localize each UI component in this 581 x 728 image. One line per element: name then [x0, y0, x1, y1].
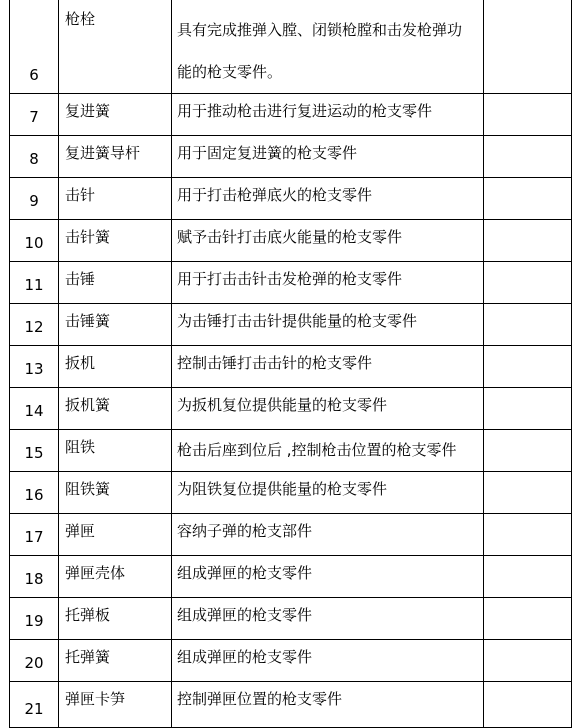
- part-description: 为阻铁复位提供能量的枪支零件: [172, 472, 484, 514]
- table-row: [10, 472, 572, 514]
- empty-cell: [484, 346, 572, 388]
- table-row: [10, 136, 572, 178]
- part-name: 弹匣: [59, 514, 172, 556]
- part-name: 扳机簧: [59, 388, 172, 430]
- part-description: 组成弹匣的枪支零件: [172, 556, 484, 598]
- row-number: 9: [10, 178, 59, 220]
- empty-cell: [484, 556, 572, 598]
- part-name: 托弹板: [59, 598, 172, 640]
- parts-table: [9, 0, 572, 728]
- part-name: 击针簧: [59, 220, 172, 262]
- empty-cell: [484, 94, 572, 136]
- part-description: 组成弹匣的枪支零件: [172, 598, 484, 640]
- empty-cell: [484, 598, 572, 640]
- part-description: 为击锤打击击针提供能量的枪支零件: [172, 304, 484, 346]
- empty-cell: [484, 0, 572, 94]
- part-description: 控制击锤打击击针的枪支零件: [172, 346, 484, 388]
- part-description: 用于固定复进簧的枪支零件: [172, 136, 484, 178]
- empty-cell: [484, 178, 572, 220]
- part-name: 弹匣卡笋: [59, 682, 172, 728]
- row-number: 11: [10, 262, 59, 304]
- empty-cell: [484, 262, 572, 304]
- table-row: [10, 430, 572, 472]
- part-name: 击锤簧: [59, 304, 172, 346]
- empty-cell: [484, 640, 572, 682]
- empty-cell: [484, 472, 572, 514]
- part-description: 枪击后座到位后 ,控制枪击位置的枪支零件: [172, 430, 484, 472]
- row-number: 13: [10, 346, 59, 388]
- part-name: 弹匣壳体: [59, 556, 172, 598]
- row-number: 16: [10, 472, 59, 514]
- empty-cell: [484, 388, 572, 430]
- part-name: 复进簧导杆: [59, 136, 172, 178]
- table-row: [10, 304, 572, 346]
- table-row: [10, 346, 572, 388]
- part-description: 组成弹匣的枪支零件: [172, 640, 484, 682]
- row-number: 10: [10, 220, 59, 262]
- row-number: 21: [10, 682, 59, 728]
- table-row: [10, 388, 572, 430]
- table-row: [10, 220, 572, 262]
- part-description: 用于打击枪弹底火的枪支零件: [172, 178, 484, 220]
- empty-cell: [484, 430, 572, 472]
- part-name: 托弹簧: [59, 640, 172, 682]
- row-number: 17: [10, 514, 59, 556]
- row-number: 20: [10, 640, 59, 682]
- table-row: [10, 682, 572, 728]
- part-name: 阻铁: [59, 430, 172, 472]
- row-number: 12: [10, 304, 59, 346]
- table-row: [10, 556, 572, 598]
- part-name: 击锤: [59, 262, 172, 304]
- part-name: 枪栓: [59, 0, 172, 94]
- part-description: 赋予击针打击底火能量的枪支零件: [172, 220, 484, 262]
- empty-cell: [484, 514, 572, 556]
- part-description: 用于打击击针击发枪弹的枪支零件: [172, 262, 484, 304]
- part-description: 容纳子弹的枪支部件: [172, 514, 484, 556]
- row-number: 15: [10, 430, 59, 472]
- table-row: [10, 514, 572, 556]
- table-row: [10, 94, 572, 136]
- row-number: 18: [10, 556, 59, 598]
- part-description: 为扳机复位提供能量的枪支零件: [172, 388, 484, 430]
- row-number: 8: [10, 136, 59, 178]
- part-name: 击针: [59, 178, 172, 220]
- row-number: 7: [10, 94, 59, 136]
- part-name: 阻铁簧: [59, 472, 172, 514]
- table-row: [10, 598, 572, 640]
- row-number: 14: [10, 388, 59, 430]
- part-description: 用于推动枪击进行复进运动的枪支零件: [172, 94, 484, 136]
- empty-cell: [484, 304, 572, 346]
- table-row: [10, 262, 572, 304]
- part-description: [172, 0, 484, 94]
- part-description-line: 具有完成推弹入膛、闭锁枪膛和击发枪弹功: [177, 21, 463, 39]
- row-number: 19: [10, 598, 59, 640]
- empty-cell: [484, 682, 572, 728]
- part-description-line: 能的枪支零件。: [177, 63, 283, 81]
- table-row: [10, 0, 572, 94]
- empty-cell: [484, 220, 572, 262]
- table-row: [10, 640, 572, 682]
- part-name: 扳机: [59, 346, 172, 388]
- part-name: 复进簧: [59, 94, 172, 136]
- empty-cell: [484, 136, 572, 178]
- part-description: 控制弹匣位置的枪支零件: [172, 682, 484, 728]
- row-number: 6: [10, 0, 59, 94]
- table-row: [10, 178, 572, 220]
